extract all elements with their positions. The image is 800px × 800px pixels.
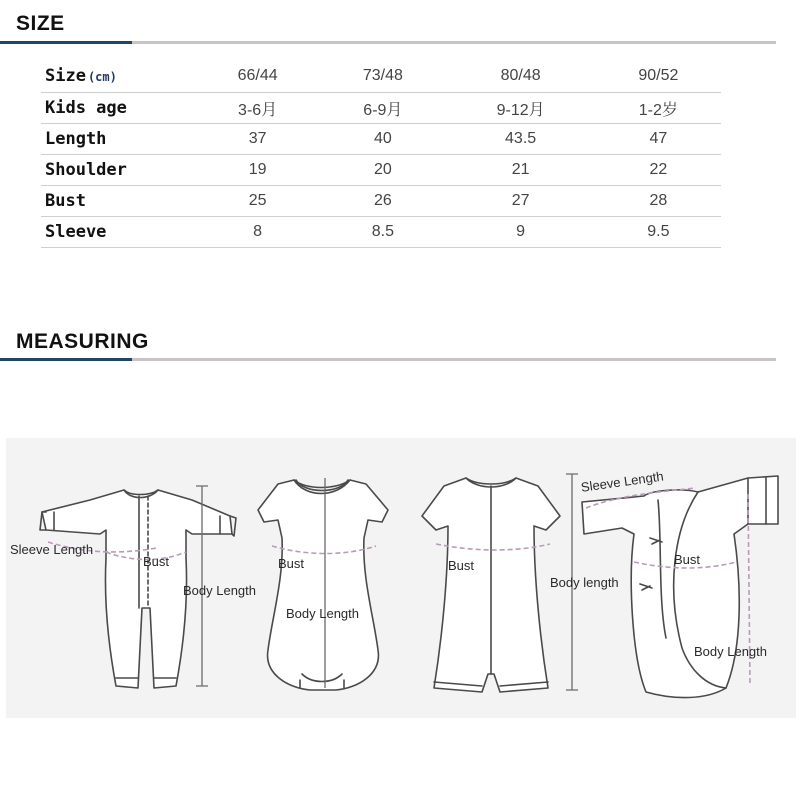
table-cell: 9-12月 — [446, 93, 596, 124]
body-length-label: Body Length — [694, 644, 768, 659]
garment-illustrations — [6, 438, 796, 718]
measuring-diagram — [6, 438, 796, 718]
bust-label: Bust — [674, 552, 701, 567]
table-cell: 28 — [596, 186, 721, 217]
body-length-label: Body Length — [183, 583, 257, 598]
body-length-label: Body Length — [286, 606, 360, 621]
row-label: Shoulder — [41, 155, 195, 186]
table-cell: 9.5 — [596, 217, 721, 248]
table-cell: 25 — [195, 186, 320, 217]
table-cell: 19 — [195, 155, 320, 186]
table-cell: 6-9月 — [320, 93, 445, 124]
measuring-title-rule — [0, 358, 776, 361]
row-label: Bust — [41, 186, 195, 217]
size-header-label: Size — [45, 66, 86, 86]
table-cell: 8.5 — [320, 217, 445, 248]
table-header-row — [41, 60, 721, 93]
size-header-cell — [41, 60, 195, 93]
body-length-label: Body length — [550, 575, 619, 590]
column-header: 90/52 — [596, 60, 721, 93]
table-cell: 8 — [195, 217, 320, 248]
table-cell: 3-6月 — [195, 93, 320, 124]
bust-label: Bust — [448, 558, 475, 573]
size-section-title: SIZE — [16, 12, 65, 35]
table-cell: 27 — [446, 186, 596, 217]
table-row — [41, 217, 721, 248]
table-cell: 20 — [320, 155, 445, 186]
table-cell: 43.5 — [446, 124, 596, 155]
table-cell: 21 — [446, 155, 596, 186]
table-cell: 22 — [596, 155, 721, 186]
size-title-rule — [0, 41, 776, 44]
sleeve-length-label: Sleeve Length — [10, 542, 94, 557]
short-sleeve-romper-drawing — [422, 478, 560, 692]
sleeve-length-label: Sleeve Length — [580, 468, 665, 495]
column-header: 80/48 — [446, 60, 596, 93]
table-row — [41, 93, 721, 124]
rule-accent — [0, 358, 132, 361]
bodysuit-drawing — [258, 480, 388, 690]
size-header-unit: (cm) — [87, 70, 117, 84]
table-cell: 37 — [195, 124, 320, 155]
table-cell: 40 — [320, 124, 445, 155]
measuring-section-title: MEASURING — [16, 330, 149, 353]
table-row — [41, 124, 721, 155]
bust-label: Bust — [143, 554, 170, 569]
size-table — [41, 60, 721, 248]
column-header: 66/44 — [195, 60, 320, 93]
table-cell: 1-2岁 — [596, 93, 721, 124]
row-label: Kids age — [41, 93, 195, 124]
table-cell: 26 — [320, 186, 445, 217]
table-cell: 9 — [446, 217, 596, 248]
column-header: 73/48 — [320, 60, 445, 93]
bust-label: Bust — [278, 556, 305, 571]
rule-accent — [0, 41, 132, 44]
table-cell: 47 — [596, 124, 721, 155]
row-label: Sleeve — [41, 217, 195, 248]
table-row — [41, 186, 721, 217]
row-label: Length — [41, 124, 195, 155]
table-row — [41, 155, 721, 186]
